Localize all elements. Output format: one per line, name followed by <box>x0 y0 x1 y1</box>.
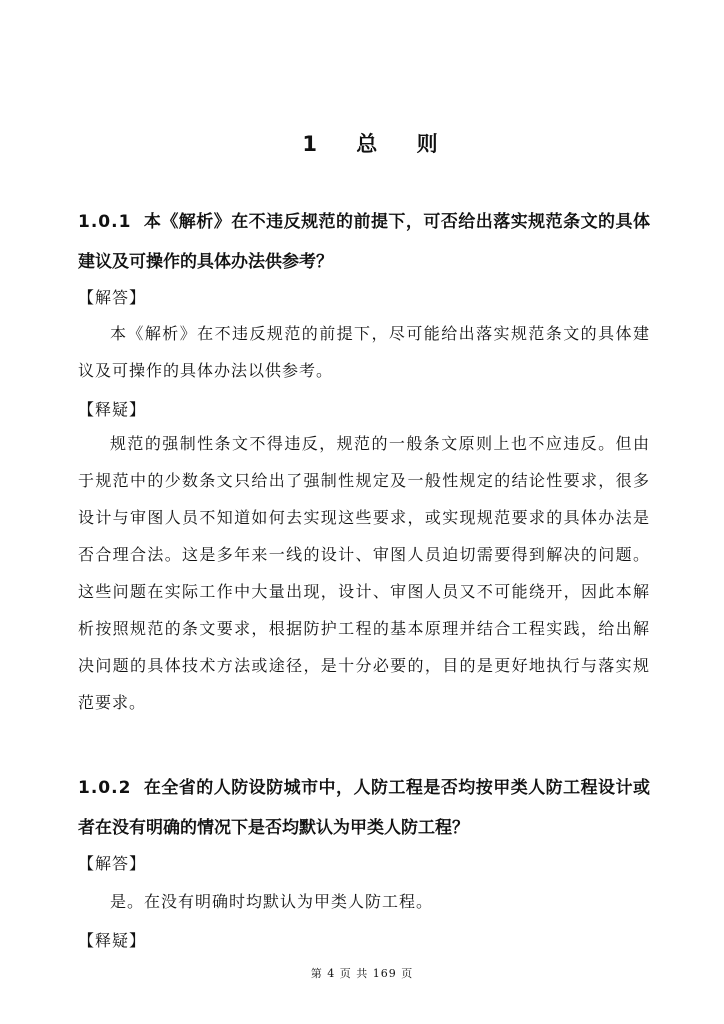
answer-paragraph: 本《解析》在不违反规范的前提下，尽可能给出落实规范条文的具体建议及可操作的具体办法以供参考。 <box>78 324 650 380</box>
answer-label: 【解答】 <box>78 288 147 307</box>
question-heading <box>78 768 650 848</box>
answer-label: 【解答】 <box>78 854 147 873</box>
question-text: 本《解析》在不违反规范的前提下，可否给出落实规范条文的具体建议及可操作的具体办法供参考？ <box>78 212 650 272</box>
page-footer: 第 4 页 共 169 页 <box>310 967 414 980</box>
question-text: 在全省的人防设防城市中，人防工程是否均按甲类人防工程设计或者在没有明确的情况下是否均默认为甲类人防工程？ <box>78 778 650 838</box>
explanation-paragraph: 规范的强制性条文不得违反，规范的一般条文原则上也不应违反。但由于规范中的少数条文只给出了强制性规定及一般性规定的结论性要求，很多设计与审图人员不知道如何去实现这些要求，或实现规范要求的具体办法是否合理合法。这是多年来一线的设计、审图人员迫切需要得到解决的问题。这些问题在实际工作中大量出现，设计、审图人员又不可能绕开，因此本解析按照规范的条文要求，根据防护工程的基本原理并结合工程实践，给出解决问题的具体技术方法或途径，是十分必要的，目的是更好地执行与落实规范要求。 <box>78 434 650 712</box>
explanation-label: 【释疑】 <box>78 400 147 419</box>
chapter-title: 1 总 则 <box>302 132 454 156</box>
explanation-label: 【释疑】 <box>78 931 147 950</box>
question-number: 1.0.1 <box>78 212 132 232</box>
answer-paragraph: 是。在没有明确时均默认为甲类人防工程。 <box>110 892 434 911</box>
question-number: 1.0.2 <box>78 778 132 798</box>
question-heading <box>78 202 650 282</box>
